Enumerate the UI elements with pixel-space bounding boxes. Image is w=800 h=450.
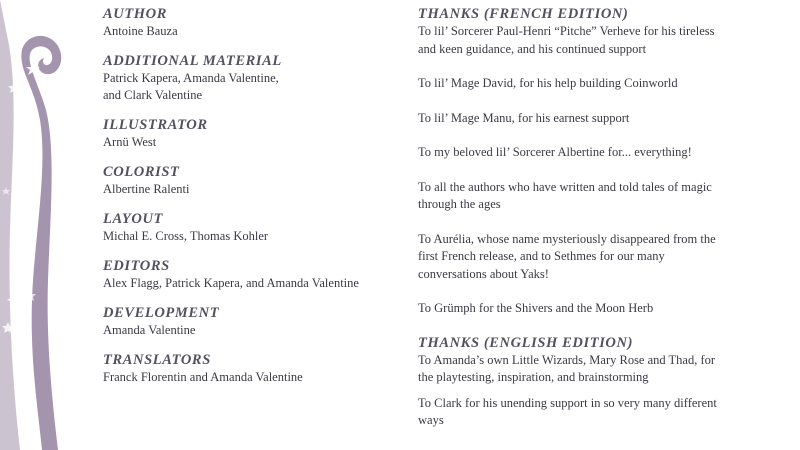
thanks-item: To my beloved lil’ Sorcerer Albertine for... everything! <box>418 145 692 159</box>
credit-additional-material <box>103 53 393 104</box>
thanks-item: To Aurélia, whose name mysteriously disappeared from the first French release, and to Sethmes for our many conversations about Yaks! <box>418 231 716 281</box>
thanks-english-heading: THANKS (ENGLISH EDITION) <box>418 334 634 351</box>
credit-editors <box>103 258 393 292</box>
credit-names: Patrick Kapera, Amanda Valentine, and Clark Valentine <box>103 71 279 102</box>
thanks-item: To lil’ Mage Manu, for his earnest support <box>418 110 630 125</box>
credit-heading: LAYOUT <box>103 211 163 227</box>
credit-layout <box>103 211 393 245</box>
thanks-french-heading: THANKS (FRENCH EDITION) <box>418 6 629 22</box>
credits-column <box>103 6 393 399</box>
credit-names: Antoine Bauza <box>103 24 178 38</box>
credit-author <box>103 6 393 40</box>
credit-colorist <box>103 164 393 198</box>
thanks-item: To lil’ Sorcerer Paul-Henri “Pitche” Verheve for his tireless and keen guidance, and his continued support <box>418 24 715 56</box>
thanks-item: To all the authors who have written and told tales of magic through the ages <box>418 179 712 211</box>
credit-illustrator <box>103 117 393 151</box>
credit-names: Michal E. Cross, Thomas Kohler <box>103 229 269 243</box>
credit-names: Amanda Valentine <box>103 323 196 337</box>
credit-heading: AUTHOR <box>103 6 168 22</box>
credit-heading: ADDITIONAL MATERIAL <box>103 53 282 69</box>
credit-heading: COLORIST <box>103 164 180 180</box>
credit-translators <box>103 352 393 386</box>
swirl-decoration <box>0 0 90 450</box>
thanks-column <box>418 6 718 438</box>
thanks-item: To Amanda’s own Little Wizards, Mary Rose and Thad, for the playtesting, inspiration, and brainstorming <box>418 352 716 384</box>
thanks-item: To Grümph for the Shivers and the Moon Herb <box>418 301 654 315</box>
credit-names: Albertine Ralenti <box>103 182 190 196</box>
credit-development <box>103 305 393 339</box>
credit-heading: EDITORS <box>103 258 170 274</box>
credit-heading: DEVELOPMENT <box>103 305 220 321</box>
credit-heading: ILLUSTRATOR <box>103 117 208 133</box>
credit-heading: TRANSLATORS <box>103 352 211 368</box>
thanks-item: To lil’ Mage David, for his help building Coinworld <box>418 76 678 90</box>
credit-names: Alex Flagg, Patrick Kapera, and Amanda Valentine <box>103 276 359 290</box>
thanks-item: To Clark for his unending support in so very many different ways <box>418 395 717 427</box>
credit-names: Arnü West <box>103 135 157 149</box>
credit-names: Franck Florentin and Amanda Valentine <box>103 370 303 384</box>
